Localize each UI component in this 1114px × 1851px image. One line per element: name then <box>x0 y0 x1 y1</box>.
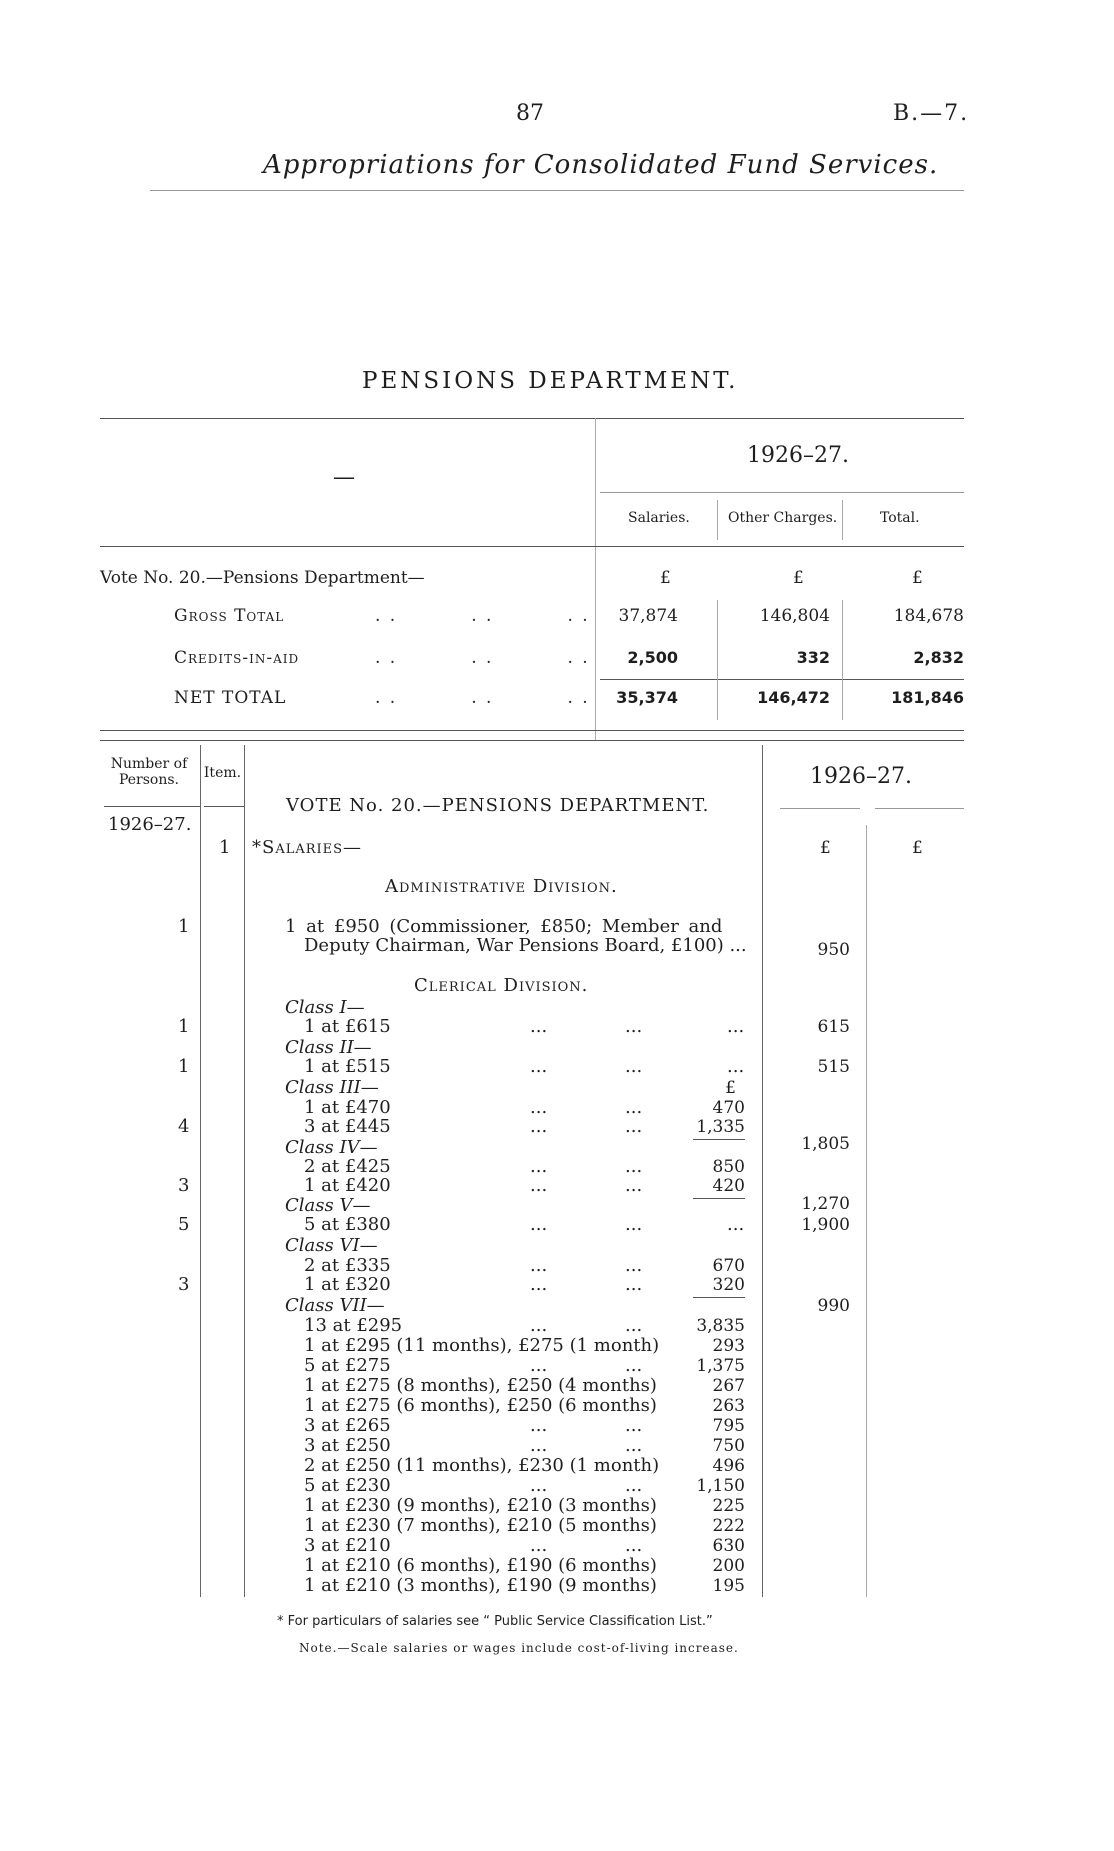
class-vi-persons: 3 <box>178 1274 190 1295</box>
footnote: * For particulars of salaries see “ Public Service Classification List.” <box>277 1614 713 1629</box>
class-vii-line-amount: 750 <box>712 1436 745 1456</box>
running-head: Appropriations for Consolidated Fund Services. <box>263 150 939 180</box>
class-iii-currency: £ <box>725 1078 736 1098</box>
leader-dots: ... <box>530 1097 548 1118</box>
department-title: PENSIONS DEPARTMENT. <box>362 368 739 394</box>
class-vii-line-amount: 200 <box>712 1556 745 1576</box>
item-header-rule <box>204 806 244 807</box>
leader-dots: ... <box>625 1214 643 1235</box>
class-vii-line-text: 1 at £230 (7 months), £210 (5 months) <box>304 1515 657 1536</box>
leader-dots: ... <box>530 1255 548 1276</box>
summary-row-label: Credits-in-aid <box>174 648 300 668</box>
class-iii-amount-2: 1,335 <box>696 1117 745 1137</box>
vote-title: VOTE No. 20.—PENSIONS DEPARTMENT. <box>286 795 710 816</box>
col-other-charges: Other Charges. <box>728 510 838 526</box>
summary-blank-header: — <box>333 465 355 490</box>
class-iii-amount-1: 470 <box>712 1098 745 1118</box>
col-divider-2 <box>842 500 843 540</box>
leader-dots: ... <box>625 1056 643 1077</box>
admin-persons: 1 <box>178 916 190 937</box>
leader-dots: ... <box>530 1214 548 1235</box>
leader-dots: ... <box>625 1315 643 1336</box>
summary-total-value: 2,832 <box>913 648 964 667</box>
summary-total-value: 181,846 <box>891 688 964 707</box>
summary-leader-dots: . . . . . . <box>375 606 590 626</box>
item-number: 1 <box>219 837 231 858</box>
col-salaries: Salaries. <box>628 510 690 526</box>
class-vii-heading: Class VII— <box>285 1295 385 1316</box>
class-ii-heading: Class II— <box>285 1037 372 1058</box>
admin-line-1: 1 at £950 (Commissioner, £850; Member and <box>285 916 723 937</box>
class-vii-line-text: 1 at £295 (11 months), £275 (1 month) <box>304 1335 660 1356</box>
class-vii-line-text: 1 at £210 (6 months), £190 (6 months) <box>304 1555 657 1576</box>
leader-dots: ... <box>625 1156 643 1177</box>
summary-bottom-rule <box>100 730 964 731</box>
class-i-line: 1 at £615 <box>304 1016 391 1037</box>
class-iii-sum-rule <box>693 1139 745 1140</box>
class-v-total: 1,900 <box>801 1215 850 1235</box>
detail-col-divider-2 <box>244 745 245 1597</box>
class-vii-line-amount: 1,375 <box>696 1356 745 1376</box>
leader-dots: ... <box>625 1116 643 1137</box>
class-iv-sum-rule <box>693 1198 745 1199</box>
class-vii-line-text: 2 at £250 (11 months), £230 (1 month) <box>304 1455 660 1476</box>
leader-dots: ... <box>530 1475 548 1496</box>
class-iv-line-2: 1 at £420 <box>304 1175 391 1196</box>
class-vii-line-text: 3 at £210 <box>304 1535 391 1556</box>
col-divider-1 <box>717 500 718 540</box>
page-number: 87 <box>516 101 544 126</box>
number-of-persons-header: Number of Persons. <box>110 756 188 788</box>
leader-dots: ... <box>530 1435 548 1456</box>
persons-header-rule <box>104 806 200 807</box>
class-vii-line-text: 13 at £295 <box>304 1315 403 1336</box>
clerical-division-heading: Clerical Division. <box>414 975 589 996</box>
class-vii-line-amount: 795 <box>712 1416 745 1436</box>
class-iv-amount-1: 850 <box>712 1157 745 1177</box>
detail-year-rule-2 <box>875 808 964 809</box>
class-vii-line-text: 3 at £265 <box>304 1415 391 1436</box>
class-iii-total: 1,805 <box>801 1134 850 1154</box>
leader-dots: ... <box>727 1214 745 1235</box>
class-vii-line-amount: 293 <box>712 1336 745 1356</box>
class-iv-line-1: 2 at £425 <box>304 1156 391 1177</box>
summary-vote-label: Vote No. 20.—Pensions Department— <box>100 568 425 588</box>
class-vi-amount-1: 670 <box>712 1256 745 1276</box>
leader-dots: ... <box>727 1016 745 1037</box>
leader-dots: ... <box>625 1535 643 1556</box>
leader-dots: ... <box>530 1156 548 1177</box>
leader-dots: ... <box>530 1056 548 1077</box>
header-rule <box>150 190 964 191</box>
detail-col-divider-3 <box>762 745 763 1597</box>
summary-salaries-value: 37,874 <box>618 606 678 626</box>
class-vi-line-2: 1 at £320 <box>304 1274 391 1295</box>
persons-year: 1926–27. <box>108 814 192 835</box>
class-iii-persons: 4 <box>178 1116 190 1137</box>
class-ii-persons: 1 <box>178 1056 190 1077</box>
class-vii-line-text: 1 at £275 (6 months), £250 (6 months) <box>304 1395 657 1416</box>
class-v-persons: 5 <box>178 1214 190 1235</box>
summary-divider <box>595 418 596 740</box>
col-total: Total. <box>880 510 920 526</box>
class-iii-heading: Class III— <box>285 1077 379 1098</box>
class-iii-line-2: 3 at £445 <box>304 1116 391 1137</box>
class-vii-line-amount: 222 <box>712 1516 745 1536</box>
summary-leader-dots: . . . . . . <box>375 648 590 668</box>
class-ii-amount: 515 <box>817 1057 850 1077</box>
class-vii-line-text: 5 at £230 <box>304 1475 391 1496</box>
leader-dots: ... <box>625 1097 643 1118</box>
class-vi-amount-2: 320 <box>712 1275 745 1295</box>
leader-dots: ... <box>625 1016 643 1037</box>
summary-header-rule <box>100 546 964 547</box>
summary-year: 1926–27. <box>747 443 849 468</box>
class-iv-total: 1,270 <box>801 1194 850 1214</box>
leader-dots: ... <box>625 1435 643 1456</box>
admin-amount: 950 <box>817 940 850 960</box>
summary-other-value: 146,804 <box>759 606 830 626</box>
document-reference: B.—7. <box>893 101 970 126</box>
detail-year: 1926–27. <box>810 764 912 789</box>
leader-dots: ... <box>530 1355 548 1376</box>
class-vi-line-1: 2 at £335 <box>304 1255 391 1276</box>
leader-dots: ... <box>625 1175 643 1196</box>
class-iv-amount-2: 420 <box>712 1176 745 1196</box>
class-i-heading: Class I— <box>285 997 365 1018</box>
summary-currency-other: £ <box>793 568 804 588</box>
summary-salaries-value: 35,374 <box>616 688 678 707</box>
leader-dots: ... <box>727 1056 745 1077</box>
class-iv-heading: Class IV— <box>285 1137 378 1158</box>
leader-dots: ... <box>530 1415 548 1436</box>
leader-dots: ... <box>530 1016 548 1037</box>
class-vii-line-amount: 263 <box>712 1396 745 1416</box>
salaries-heading: *Salaries— <box>252 837 363 858</box>
admin-line-2: Deputy Chairman, War Pensions Board, £100) ... <box>304 935 747 956</box>
class-i-amount: 615 <box>817 1017 850 1037</box>
class-vii-line-text: 3 at £250 <box>304 1435 391 1456</box>
summary-currency-total: £ <box>912 568 923 588</box>
leader-dots: ... <box>530 1315 548 1336</box>
leader-dots: ... <box>625 1255 643 1276</box>
summary-top-rule <box>100 418 964 419</box>
summary-total-value: 184,678 <box>893 606 964 626</box>
summary-salaries-value: 2,500 <box>627 648 678 667</box>
leader-dots: ... <box>625 1355 643 1376</box>
class-vii-line-text: 5 at £275 <box>304 1355 391 1376</box>
summary-other-value: 146,472 <box>757 688 830 707</box>
class-vii-line-amount: 630 <box>712 1536 745 1556</box>
class-vii-line-text: 1 at £275 (8 months), £250 (4 months) <box>304 1375 657 1396</box>
currency-mid: £ <box>820 838 831 858</box>
leader-dots: ... <box>530 1175 548 1196</box>
class-vi-total: 990 <box>817 1296 850 1316</box>
class-vii-line-text: 1 at £210 (3 months), £190 (9 months) <box>304 1575 657 1596</box>
summary-row-label: NET TOTAL <box>174 688 287 708</box>
leader-dots: ... <box>625 1274 643 1295</box>
item-header: Item. <box>203 765 242 781</box>
leader-dots: ... <box>530 1535 548 1556</box>
class-i-persons: 1 <box>178 1016 190 1037</box>
class-vii-line-amount: 3,835 <box>696 1316 745 1336</box>
summary-net-rule <box>600 679 964 680</box>
summary-other-value: 332 <box>796 648 830 667</box>
detail-col-divider-1 <box>200 745 201 1597</box>
leader-dots: ... <box>530 1116 548 1137</box>
leader-dots: ... <box>625 1475 643 1496</box>
leader-dots: ... <box>625 1415 643 1436</box>
class-vii-line-amount: 496 <box>712 1456 745 1476</box>
class-v-heading: Class V— <box>285 1195 371 1216</box>
note: Note.—Scale salaries or wages include cost-of-living increase. <box>299 1641 739 1655</box>
class-vi-sum-rule <box>693 1297 745 1298</box>
summary-row-label: Gross Total <box>174 606 285 626</box>
summary-currency-salaries: £ <box>660 568 671 588</box>
detail-col-divider-4 <box>866 825 867 1597</box>
class-vi-heading: Class VI— <box>285 1235 378 1256</box>
leader-dots: ... <box>530 1274 548 1295</box>
summary-year-rule <box>600 492 964 493</box>
detail-top-rule <box>100 740 964 741</box>
class-vii-line-amount: 195 <box>712 1576 745 1596</box>
class-vii-line-amount: 267 <box>712 1376 745 1396</box>
col-divider-1 <box>717 600 718 720</box>
currency-right: £ <box>912 838 923 858</box>
class-iii-line-1: 1 at £470 <box>304 1097 391 1118</box>
admin-division-heading: Administrative Division. <box>385 876 618 897</box>
col-divider-2 <box>842 600 843 720</box>
class-vii-line-text: 1 at £230 (9 months), £210 (3 months) <box>304 1495 657 1516</box>
class-vii-line-amount: 225 <box>712 1496 745 1516</box>
class-v-line: 5 at £380 <box>304 1214 391 1235</box>
detail-year-rule-1 <box>780 808 860 809</box>
summary-leader-dots: . . . . . . <box>375 688 590 708</box>
class-vii-line-amount: 1,150 <box>696 1476 745 1496</box>
class-iv-persons: 3 <box>178 1175 190 1196</box>
class-ii-line: 1 at £515 <box>304 1056 391 1077</box>
